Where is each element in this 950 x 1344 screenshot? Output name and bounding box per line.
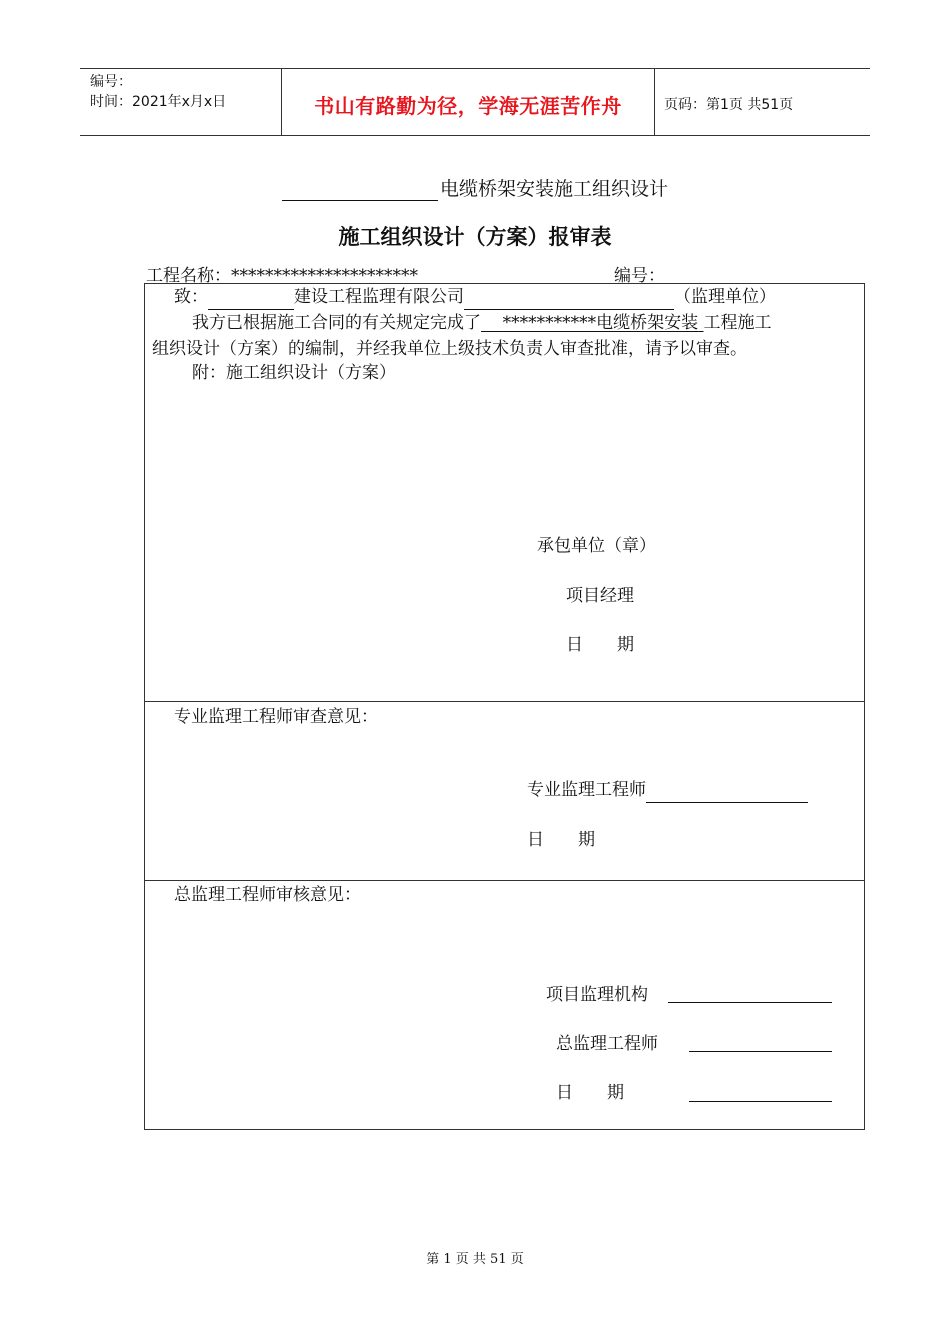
- header-bottom-rule: [80, 135, 870, 136]
- title-blank-line: [282, 182, 438, 201]
- number-label: 编号：: [614, 266, 665, 286]
- chief-engineer-blank: [689, 1031, 832, 1052]
- project-filled-text: ***********电缆桥架安装: [502, 313, 699, 333]
- section2-heading: 专业监理工程师审查意见：: [174, 707, 378, 727]
- body-line-2: 组织设计（方案）的编制，并经我单位上级技术负责人审查批准，请予以审查。: [152, 339, 747, 359]
- contractor-label: 承包单位（章）: [537, 536, 656, 556]
- header-page-info: 页码：第1页 共51页: [664, 97, 794, 113]
- document-title: [0, 174, 950, 201]
- supervisor-unit: （监理单位）: [674, 287, 776, 307]
- header-divider-right: [654, 68, 655, 136]
- to-prefix: 致：: [174, 287, 208, 307]
- agency-blank: [668, 982, 832, 1003]
- section3-date-label: 日 期: [556, 1083, 624, 1103]
- supervisor-company: 建设工程监理有限公司: [294, 287, 464, 307]
- engineer-label: 专业监理工程师: [527, 780, 646, 800]
- attachment-line: 附：施工组织设计（方案）: [192, 363, 396, 383]
- body-line-1: [192, 310, 772, 336]
- supervisor-blank: [464, 289, 674, 310]
- project-filled: [481, 313, 704, 333]
- chief-engineer-label: 总监理工程师: [556, 1034, 658, 1054]
- header-top-rule: [80, 68, 870, 69]
- project-name-label: 工程名称：**********************: [146, 266, 418, 286]
- engineer-signature-blank: [646, 782, 808, 803]
- header-motto: 书山有路勤为径，学海无涯苦作舟: [314, 94, 622, 118]
- body-suffix: 工程施工: [703, 313, 772, 333]
- header-meta: [90, 72, 226, 112]
- header-code-label: 编号：: [90, 74, 132, 90]
- to-line: [174, 284, 776, 310]
- page-footer: 第 1 页 共 51 页: [426, 1252, 524, 1267]
- project-manager-label: 项目经理: [566, 586, 634, 606]
- document-title-text: 电缆桥架安装施工组织设计: [439, 178, 668, 200]
- body-prefix: 我方已根据施工合同的有关规定完成了: [192, 313, 481, 333]
- section3-date-blank: [689, 1081, 832, 1102]
- engineer-line: [527, 777, 808, 803]
- to-blank: [208, 289, 294, 310]
- header-date-label: 时间：2021年x月x日: [90, 94, 227, 110]
- section-divider-2: [144, 880, 865, 881]
- section2-date-label: 日 期: [527, 830, 595, 850]
- section-divider-1: [144, 701, 865, 702]
- section1-date-label: 日 期: [566, 635, 634, 655]
- section3-heading: 总监理工程师审核意见：: [174, 885, 361, 905]
- agency-label: 项目监理机构: [546, 985, 648, 1005]
- form-title: 施工组织设计（方案）报审表: [338, 224, 612, 249]
